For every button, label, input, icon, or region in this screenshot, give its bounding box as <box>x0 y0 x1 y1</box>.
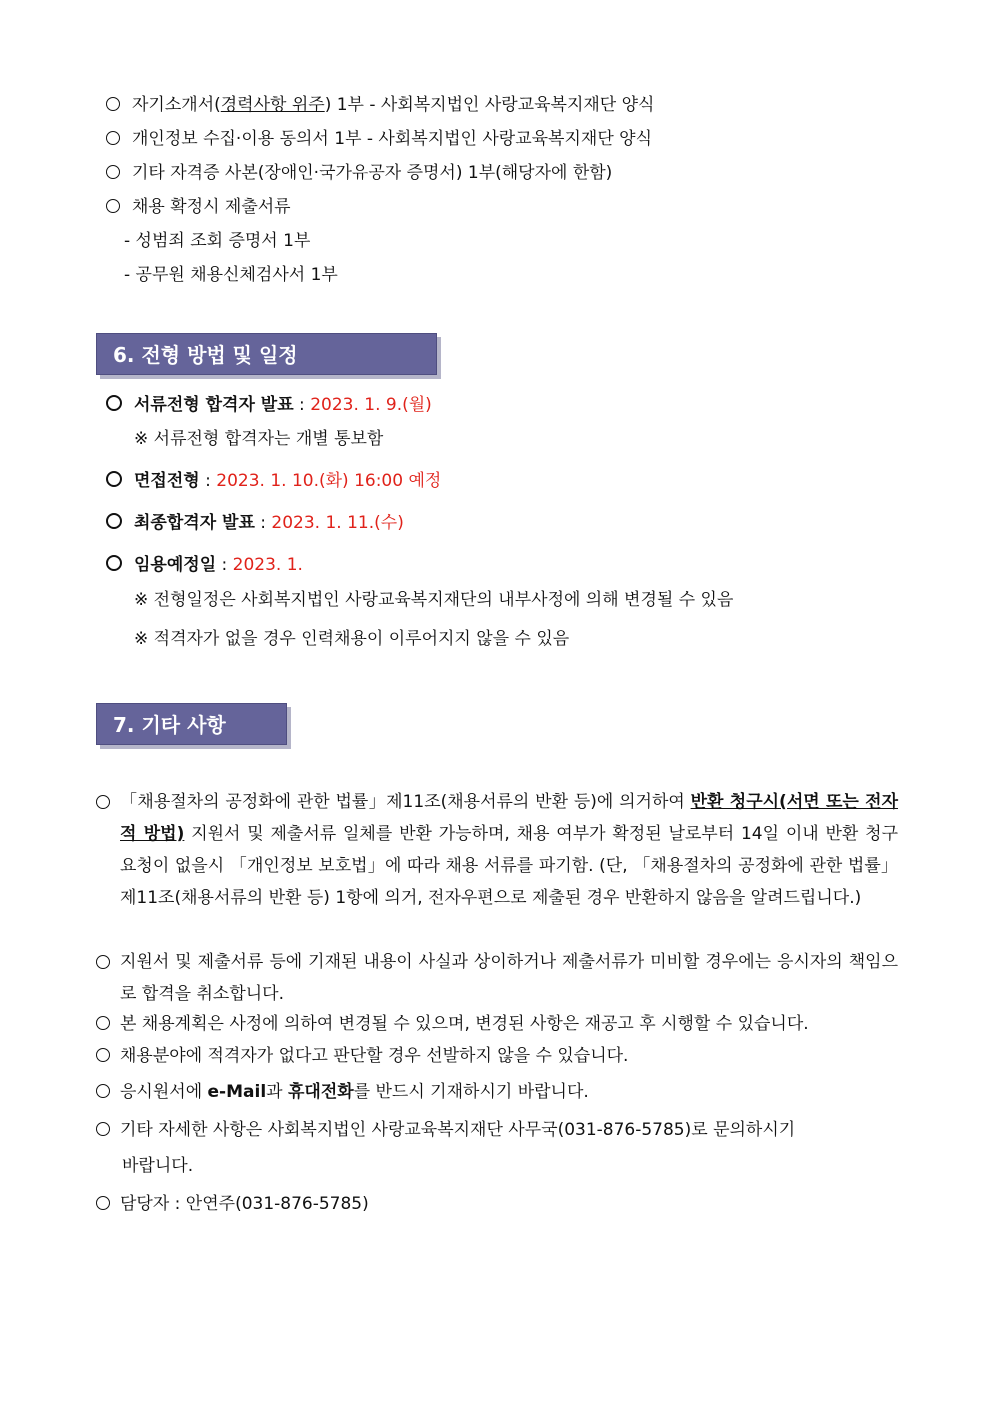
sub-item-health-check: - 공무원 채용신체검사서 1부 <box>124 265 338 285</box>
list-item-privacy-consent: 개인정보 수집·이용 동의서 1부 - 사회복지법인 사랑교육복지재단 양식 <box>106 127 652 151</box>
circle-bullet-icon <box>106 131 120 145</box>
paragraph-cancel-pass: 지원서 및 제출서류 등에 기재된 내용이 사실과 상이하거나 제출서류가 미비할 경우에는 응시자의 책임으로 합격을 취소합니다. <box>96 946 898 1010</box>
schedule-appointment: 임용예정일 : 2023. 1. <box>106 553 303 577</box>
circle-bullet-icon <box>96 795 110 809</box>
paragraph-manager: 담당자 : 안연주(031-876-5785) <box>96 1192 369 1216</box>
paragraph-contact-info: 응시원서에 e-Mail과 휴대전화를 반드시 기재하시기 바랍니다. <box>96 1080 589 1104</box>
note-individual-notice: ※ 서류전형 합격자는 개별 통보함 <box>134 429 384 449</box>
circle-bullet-icon <box>106 555 122 571</box>
circle-bullet-icon <box>96 1084 110 1098</box>
section-7-header: 7. 기타 사항 <box>96 703 287 745</box>
circle-bullet-icon <box>96 1122 110 1136</box>
schedule-final-result: 최종합격자 발표 : 2023. 1. 11.(수) <box>106 511 404 535</box>
circle-bullet-icon <box>106 165 120 179</box>
list-item-hire-documents: 채용 확정시 제출서류 <box>106 195 291 219</box>
circle-bullet-icon <box>96 1016 110 1030</box>
list-item-self-intro: 자기소개서(경력사항 위주) 1부 - 사회복지법인 사랑교육복지재단 양식 <box>106 93 654 117</box>
sub-item-crime-check: - 성범죄 조회 증명서 1부 <box>124 231 311 251</box>
note-no-suitable: ※ 적격자가 없을 경우 인력채용이 이루어지지 않을 수 있음 <box>134 629 570 649</box>
schedule-interview: 면접전형 : 2023. 1. 10.(화) 16:00 예정 <box>106 469 441 493</box>
paragraph-inquiry: 기타 자세한 사항은 사회복지법인 사랑교육복지재단 사무국(031-876-5785)로 문의하시기 <box>96 1118 795 1142</box>
circle-bullet-icon <box>106 471 122 487</box>
circle-bullet-icon <box>106 395 122 411</box>
section-6-header: 6. 전형 방법 및 일정 <box>96 333 437 375</box>
circle-bullet-icon <box>96 1048 110 1062</box>
paragraph-plan-change: 본 채용계획은 사정에 의하여 변경될 수 있으며, 변경된 사항은 재공고 후 시행할 수 있습니다. <box>96 1012 809 1036</box>
circle-bullet-icon <box>106 97 120 111</box>
circle-bullet-icon <box>106 199 120 213</box>
paragraph-no-selection: 채용분야에 적격자가 없다고 판단할 경우 선발하지 않을 수 있습니다. <box>96 1044 628 1068</box>
paragraph-document-return: 「채용절차의 공정화에 관한 법률」제11조(채용서류의 반환 등)에 의거하여 반환 청구시(서면 또는 전자적 방법) 지원서 및 제출서류 일체를 반환 가능하며, 채용 여부가 확정된 날로부터 14일 이내 반환 청구 요청이 없을시 「개인정보 보호법」에 따라 채용 서류를 파기함. (단, 「채용절차의 공정화에 관한 법률」제11조(채용서류의 반환 등) 1항에 의거, 전자우편으로 제출된 경우 반환하지 않음을 알려드립니다.) <box>96 786 898 914</box>
paragraph-inquiry-cont: 바랍니다. <box>122 1156 194 1176</box>
schedule-document-result: 서류전형 합격자 발표 : 2023. 1. 9.(월) <box>106 393 432 417</box>
note-schedule-change: ※ 전형일정은 사회복지법인 사랑교육복지재단의 내부사정에 의해 변경될 수 있음 <box>134 590 734 610</box>
circle-bullet-icon <box>96 1196 110 1210</box>
circle-bullet-icon <box>96 955 110 969</box>
list-item-certificates: 기타 자격증 사본(장애인·국가유공자 증명서) 1부(해당자에 한함) <box>106 161 612 185</box>
circle-bullet-icon <box>106 513 122 529</box>
